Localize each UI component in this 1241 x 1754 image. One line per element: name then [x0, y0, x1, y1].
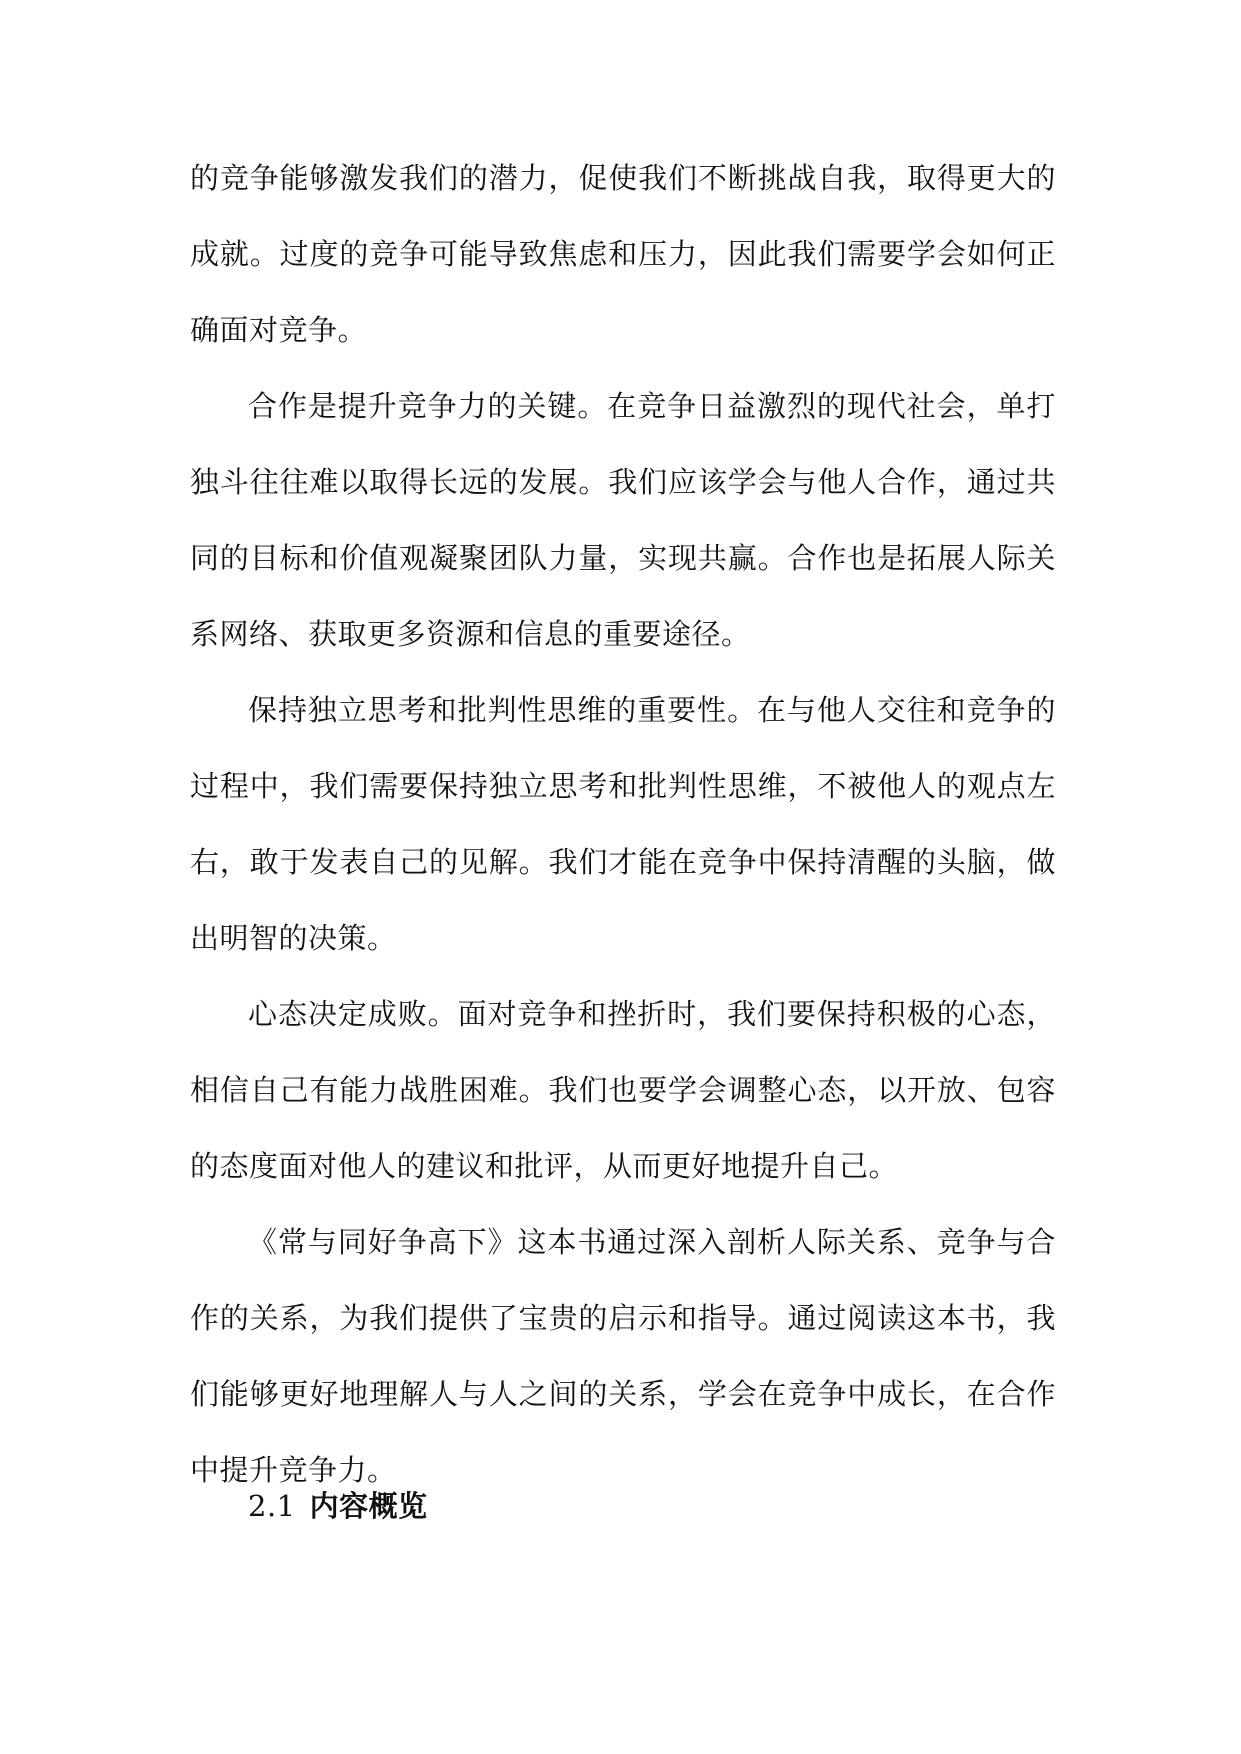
section-number: 2.1	[248, 1489, 296, 1523]
section-heading	[248, 1486, 428, 1526]
paragraph-continued: 的竞争能够激发我们的潜力，促使我们不断挑战自我，取得更大的成就。过度的竞争可能导致焦虑和压力，因此我们需要学会如何正确面对竞争。	[190, 161, 1056, 347]
paragraph-mindset: 心态决定成败。面对竞争和挫折时，我们要保持积极的心态，相信自己有能力战胜困难。我们也要学会调整心态，以开放、包容的态度面对他人的建议和批评，从而更好地提升自己。	[190, 997, 1056, 1183]
section-title: 内容概览	[309, 1489, 428, 1523]
paragraph-critical-thinking: 保持独立思考和批判性思维的重要性。在与他人交往和竞争的过程中，我们需要保持独立思考和批判性思维，不被他人的观点左右，敢于发表自己的见解。我们才能在竞争中保持清醒的头脑，做出明智的决策。	[190, 693, 1056, 955]
paragraph-book-summary: 《常与同好争高下》这本书通过深入剖析人际关系、竞争与合作的关系，为我们提供了宝贵的启示和指导。通过阅读这本书，我们能够更好地理解人与人之间的关系，学会在竞争中成长，在合作中提升竞争力。	[190, 1225, 1056, 1487]
paragraph-cooperation: 合作是提升竞争力的关键。在竞争日益激烈的现代社会，单打独斗往往难以取得长远的发展。我们应该学会与他人合作，通过共同的目标和价值观凝聚团队力量，实现共赢。合作也是拓展人际关系网络、获取更多资源和信息的重要途径。	[190, 389, 1056, 651]
body-text	[190, 140, 1056, 1508]
